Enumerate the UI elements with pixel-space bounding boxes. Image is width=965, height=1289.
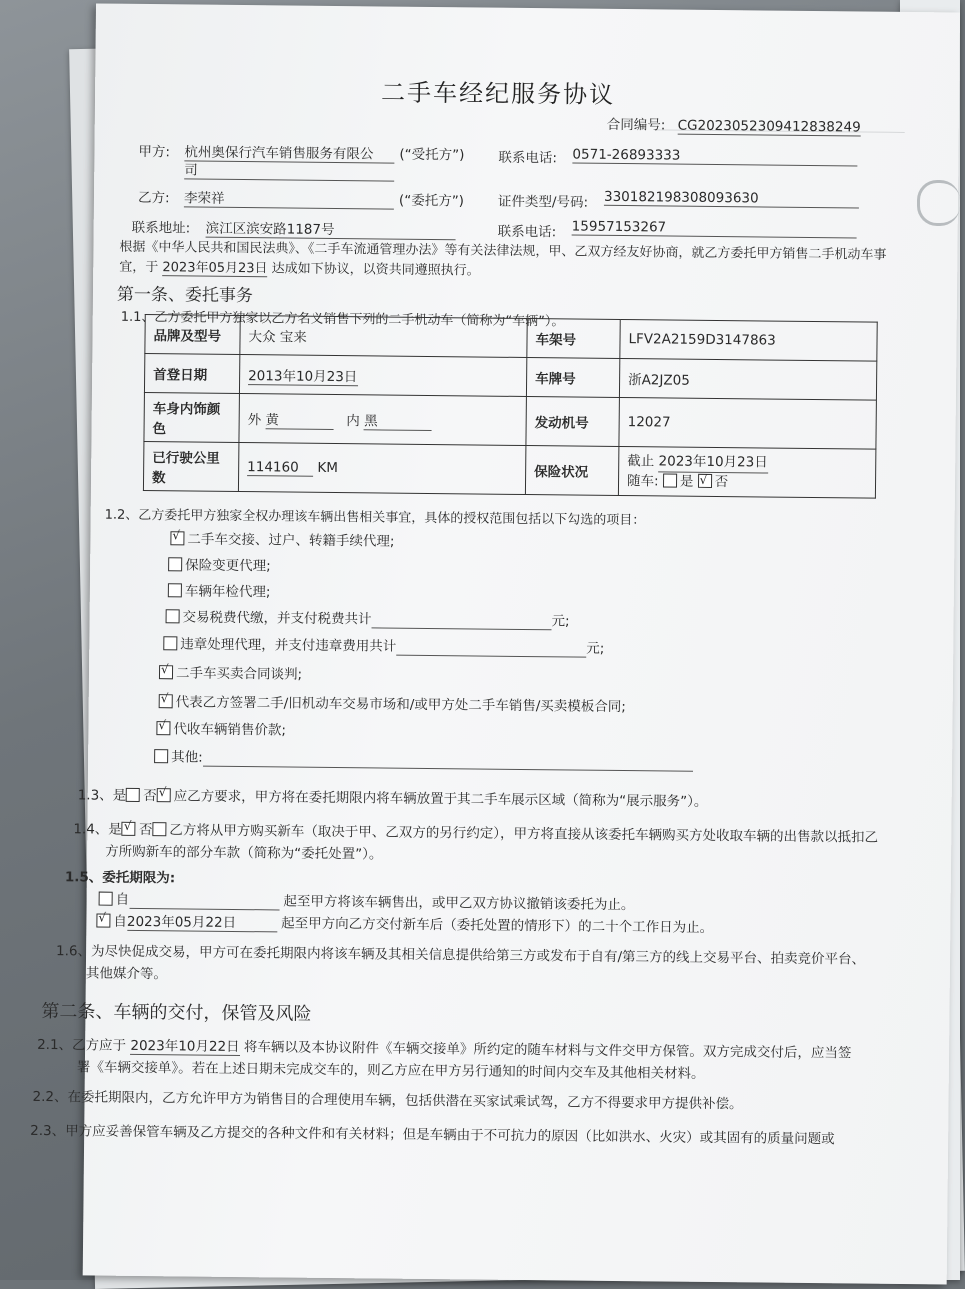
paper-clip xyxy=(917,180,960,226)
clause-1-6-line-2: 其他媒介等。 xyxy=(85,965,167,983)
term-1-checkbox[interactable] xyxy=(99,892,113,906)
brand-value: 大众 宝来 xyxy=(240,316,527,358)
party-a-label: 甲方: xyxy=(138,143,171,161)
intro-post: 达成如下协议，以资共同遵照执行。 xyxy=(271,261,480,279)
party-b-phone: 15957153267 xyxy=(572,218,857,238)
option-row xyxy=(156,717,286,738)
clause-2-3: 2.3、甲方应妥善保管车辆及乙方提交的各种文件和有关材料；但是车辆由于不可抗力的原因（比如洪水、火灾）或其固有的质量问题或 xyxy=(30,1122,835,1148)
vin-label: 车架号 xyxy=(527,319,620,359)
party-b-id-label: 证件类型/号码: xyxy=(497,193,589,211)
option-checkbox[interactable] xyxy=(159,694,173,708)
insurance-yes-label: 是 xyxy=(679,473,694,490)
tax-amount-blank[interactable] xyxy=(371,611,551,630)
contract-number: CG2023052309412838249 xyxy=(677,117,861,136)
section-2-heading: 第二条、车辆的交付，保管及风险 xyxy=(41,1000,312,1025)
option-label: 二手车买卖合同谈判; xyxy=(175,665,303,683)
option-checkbox[interactable] xyxy=(170,531,184,545)
option-label: 代收车辆销售价款; xyxy=(173,721,287,739)
option-label: 交易税费代缴，并支付税费共计 xyxy=(182,609,372,628)
clause-1-4-yes-checkbox[interactable] xyxy=(122,822,136,836)
other-blank[interactable] xyxy=(203,750,693,772)
page-title: 二手车经纪服务协议 xyxy=(380,78,616,109)
insurance-label: 保险状况 xyxy=(525,446,619,496)
exterior-color: 黄 xyxy=(265,408,333,430)
insurance-cell xyxy=(618,446,875,498)
option-checkbox[interactable] xyxy=(163,636,177,650)
party-b-role: (“委托方”) xyxy=(398,192,465,210)
option-row xyxy=(170,527,394,549)
term-1-post: 起至甲方将该车辆售出，或甲乙双方协议撤销该委托为止。 xyxy=(283,893,635,914)
option-label: 二手车交接、过户、转籍手续代理; xyxy=(187,531,395,550)
clause-1-3-text: 应乙方要求，甲方将在委托期限内将车辆放置于其二手车展示区域（简称为“展示服务”）。 xyxy=(173,788,708,810)
exterior-prefix: 外 xyxy=(247,411,262,428)
violation-amount-blank[interactable] xyxy=(396,639,586,658)
option-label: 其他: xyxy=(171,749,203,766)
mileage-cell xyxy=(238,442,525,494)
clause-1-2: 1.2、乙方委托甲方独家全权办理该车辆出售相关事宜，具体的授权范围包括以下勾选的项目： xyxy=(104,507,646,529)
clause-1-3-no: 否 xyxy=(143,788,157,805)
address-value: 滨江区滨安路1187号 xyxy=(206,217,456,241)
option-label: 代表乙方签署二手/旧机动车交易市场和/或甲方处二手车销售/买卖模板合同; xyxy=(175,694,626,716)
insurance-yes-checkbox[interactable] xyxy=(663,473,677,487)
clause-1-4-no-checkbox[interactable] xyxy=(152,822,166,836)
contract-number-row xyxy=(607,113,861,137)
option-row xyxy=(159,661,302,682)
agreement-date: 2023年05月23日 xyxy=(162,256,267,277)
clause-2-2: 2.2、在委托期限内，乙方允许甲方为销售目的合理使用车辆，包括供潜在买家试乘试驾，乙方不得要求甲方提供补偿。 xyxy=(32,1088,743,1113)
vehicle-table xyxy=(143,314,878,499)
mileage-value: 114160 xyxy=(247,459,313,477)
table-row xyxy=(144,393,876,450)
clause-1-4-num: 1.4、是 xyxy=(73,821,122,838)
term-2-date: 2023年05月22日 xyxy=(127,910,277,933)
clause-1-3 xyxy=(78,783,708,810)
insurance-prefix: 截止 xyxy=(627,452,655,469)
color-label: 车身内饰颜色 xyxy=(144,393,240,443)
interior-prefix: 内 xyxy=(346,412,360,429)
contract-page xyxy=(30,3,960,1284)
option-suffix: 元; xyxy=(586,640,605,657)
contract-number-label: 合同编号: xyxy=(606,116,666,134)
clause-1-3-num: 1.3、是 xyxy=(77,787,127,804)
intro-line-2 xyxy=(119,256,480,280)
engine-label: 发动机号 xyxy=(526,397,620,447)
clause-2-1-line-2: 署《车辆交接单》。若在上述日期未完成交车的，则乙方应在甲方另行通知的时间内交车及其他相关材料。 xyxy=(76,1059,705,1082)
party-b-id: 330182198308093630 xyxy=(604,189,859,209)
intro-line-1: 根据《中华人民共和国民法典》、《二手车流通管理办法》等有关法律法规，甲、乙双方经友好协商，就乙方委托甲方销售二手机动车事 xyxy=(119,239,887,263)
table-row xyxy=(143,442,875,499)
mileage-label: 已行驶公里数 xyxy=(143,442,239,492)
term-1-pre: 自 xyxy=(115,891,130,908)
engine-value: 12027 xyxy=(619,397,876,449)
option-row xyxy=(154,745,693,772)
clause-1-5-heading: 1.5、委托期限为: xyxy=(64,869,176,887)
option-checkbox[interactable] xyxy=(154,749,168,763)
insurance-no-checkbox[interactable] xyxy=(698,473,712,487)
clause-2-1-post: 将车辆以及本协议附件《车辆交接单》所约定的随车材料与文件交甲方保管。双方完成交付后，应当签 xyxy=(243,1039,852,1062)
party-a-phone: 0571-26893333 xyxy=(572,146,857,166)
interior-color: 黑 xyxy=(364,409,432,431)
insurance-no-label: 否 xyxy=(714,473,729,490)
reg-date-cell xyxy=(239,355,526,397)
insurance-date: 2023年10月23日 xyxy=(658,452,767,473)
option-checkbox[interactable] xyxy=(156,721,170,735)
term-2-pre: 自 xyxy=(113,913,127,930)
vin-value: LFV2A2159D3147863 xyxy=(620,319,877,361)
color-cell xyxy=(239,393,526,445)
mileage-unit: KM xyxy=(317,459,339,476)
brand-label: 品牌及型号 xyxy=(145,315,240,355)
option-label: 违章处理代理，并支付违章费用共计 xyxy=(180,636,397,655)
intro-pre: 宜，于 xyxy=(119,259,159,276)
clause-2-1-pre: 2.1、乙方应于 xyxy=(37,1036,127,1054)
reg-date-value: 2013年10月23日 xyxy=(248,364,358,386)
option-row xyxy=(163,632,604,658)
clause-1-4-text: 乙方将从甲方购买新车（取决于甲、乙双方的另行约定），甲方将直接从该委托车辆购买方处收取车辆的出售款以抵扣乙 xyxy=(169,822,879,846)
party-b-name: 李荣祥 xyxy=(184,186,394,209)
plate-value: 浙A2JZ05 xyxy=(619,358,876,400)
term-1-date-blank[interactable] xyxy=(129,892,279,911)
address-label: 联系地址: xyxy=(131,219,191,237)
delivery-date: 2023年10月22日 xyxy=(130,1034,239,1056)
clause-1-3-no-checkbox[interactable] xyxy=(157,788,171,802)
clause-1-6-line-1: 1.6、为尽快促成交易，甲方可在委托期限内将该车辆及其相关信息提供给第三方或发布于自有/第三方的线上交易平台、拍卖竞价平台、 xyxy=(56,943,866,968)
clause-1-1: 1.1、乙方委托甲方独家以乙方名义销售下列的二手机动车（简称为“车辆”）。 xyxy=(120,309,565,330)
clause-1-3-yes-checkbox[interactable] xyxy=(126,788,140,802)
section-1-heading: 第一条、委托事务 xyxy=(116,284,254,307)
insurance-with-car: 随车: xyxy=(626,472,659,489)
party-a-role: (“受托方”) xyxy=(399,146,465,164)
clause-1-4-line-2: 方所购新车的部分车款（简称为“委托处置”）。 xyxy=(105,843,383,863)
party-b-phone-label: 联系电话: xyxy=(497,223,557,241)
party-a-phone-label: 联系电话: xyxy=(498,149,558,167)
term-2-post: 起至甲方向乙方交付新车后（委托处置的情形下）的二十个工作日为止。 xyxy=(281,915,714,936)
option-suffix: 元; xyxy=(551,613,570,630)
option-label: 保险变更代理; xyxy=(185,557,271,575)
option-checkbox[interactable] xyxy=(159,665,173,679)
plate-label: 车牌号 xyxy=(526,358,619,398)
option-row xyxy=(168,553,271,574)
party-b-label: 乙方: xyxy=(137,189,170,207)
option-row xyxy=(168,579,271,600)
party-a-name: 杭州奥保行汽车销售服务有限公 xyxy=(184,140,394,163)
clause-1-4-no: 否 xyxy=(138,821,153,839)
option-checkbox[interactable] xyxy=(168,583,182,597)
option-row xyxy=(159,690,626,715)
option-checkbox[interactable] xyxy=(168,557,182,571)
reg-date-label: 首登日期 xyxy=(144,354,239,394)
term-2-checkbox[interactable] xyxy=(96,914,110,928)
option-row xyxy=(166,605,570,630)
option-label: 车辆年检代理; xyxy=(184,583,271,601)
party-a-name-cont: 司 xyxy=(184,158,394,181)
option-checkbox[interactable] xyxy=(166,609,180,623)
